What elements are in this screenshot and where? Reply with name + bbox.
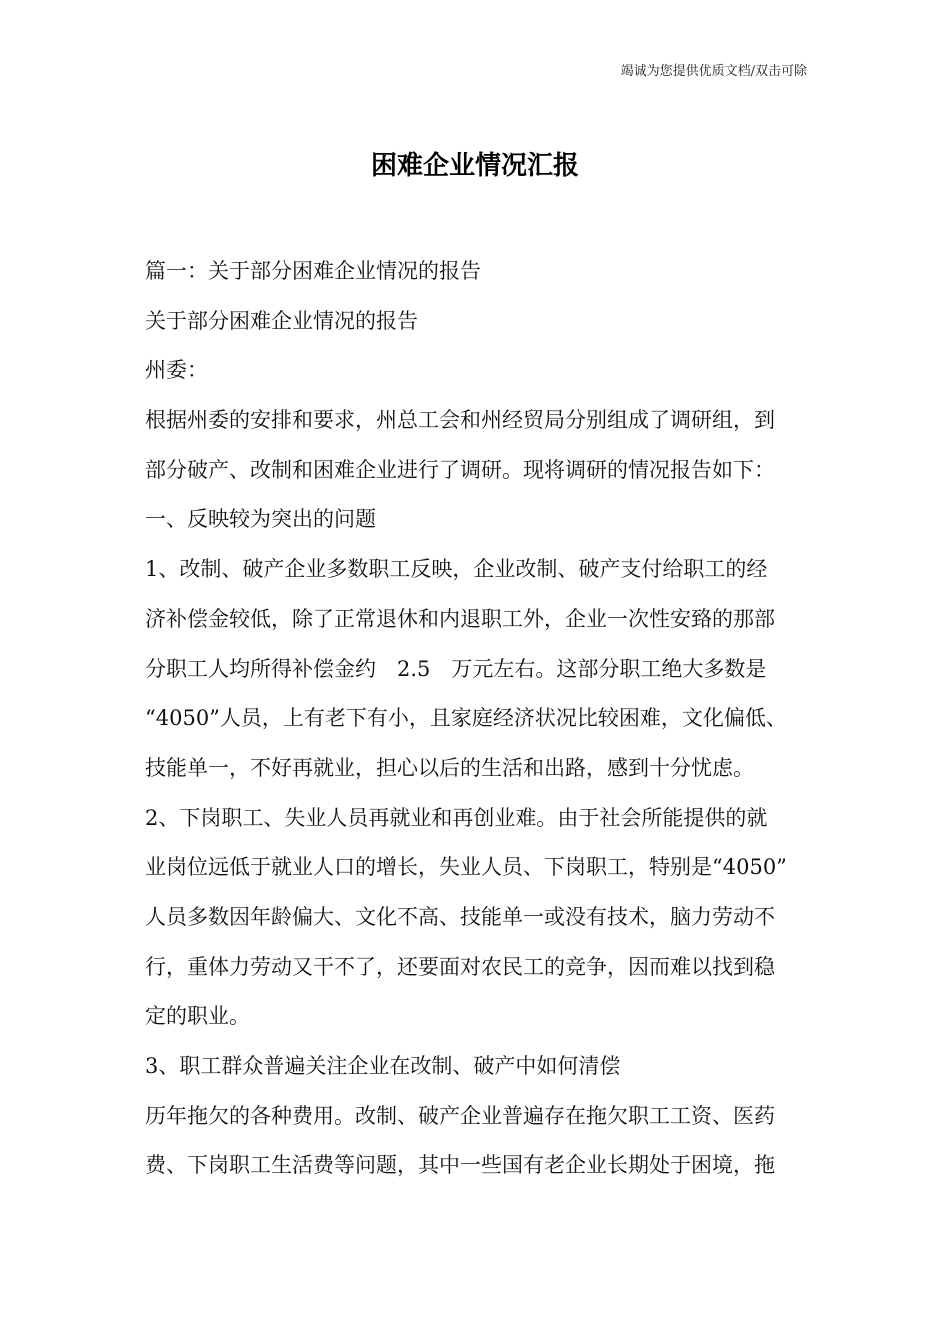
body-line: 技能单一，不好再就业，担心以后的生活和出路，感到十分忧虑。 — [145, 755, 754, 780]
salutation: 州委： — [145, 358, 208, 383]
document-body — [145, 252, 825, 1196]
section-heading: 篇一：关于部分困难企业情况的报告 — [145, 259, 481, 283]
header-note: 竭诚为您提供优质文档/双击可除 — [620, 64, 807, 79]
body-line: 部分破产、改制和困难企业进行了调研。现将调研的情况报告如下： — [145, 457, 775, 482]
body-line: 分职工人均所得补偿金约 2.5 万元左右。这部分职工绝大多数是 — [145, 656, 767, 681]
body-line: 费、下岗职工生活费等问题，其中一些国有老企业长期处于困境，拖 — [145, 1153, 775, 1178]
subsection-heading: 一、反映较为突出的问题 — [145, 507, 376, 532]
body-line: 根据州委的安排和要求，州总工会和州经贸局分别组成了调研组，到 — [145, 408, 775, 433]
body-line: 业岗位远低于就业人口的增长，失业人员、下岗职工，特别是“4050” — [145, 855, 787, 880]
body-line: 人员多数因年龄偏大、文化不高、技能单一或没有技术，脑力劳动不 — [145, 904, 775, 929]
body-line: 济补偿金较低，除了正常退休和内退职工外，企业一次性安臵的那部 — [145, 606, 775, 631]
body-line: 定的职业。 — [145, 1004, 250, 1029]
report-title-line: 关于部分困难企业情况的报告 — [145, 308, 418, 333]
body-line: 行，重体力劳动又干不了，还要面对农民工的竞争，因而难以找到稳 — [145, 954, 775, 979]
body-line: “4050”人员，上有老下有小，且家庭经济状况比较困难，文化偏低、 — [145, 706, 787, 731]
document-title: 困难企业情况汇报 — [370, 151, 579, 181]
body-line: 1、改制、破产企业多数职工反映，企业改制、破产支付给职工的经 — [145, 557, 768, 582]
body-line: 3、职工群众普遍关注企业在改制、破产中如何清偿 — [145, 1054, 621, 1078]
body-line: 历年拖欠的各种费用。改制、破产企业普遍存在拖欠职工工资、医药 — [145, 1103, 775, 1128]
body-line: 2、下岗职工、失业人员再就业和再创业难。由于社会所能提供的就 — [145, 805, 768, 830]
